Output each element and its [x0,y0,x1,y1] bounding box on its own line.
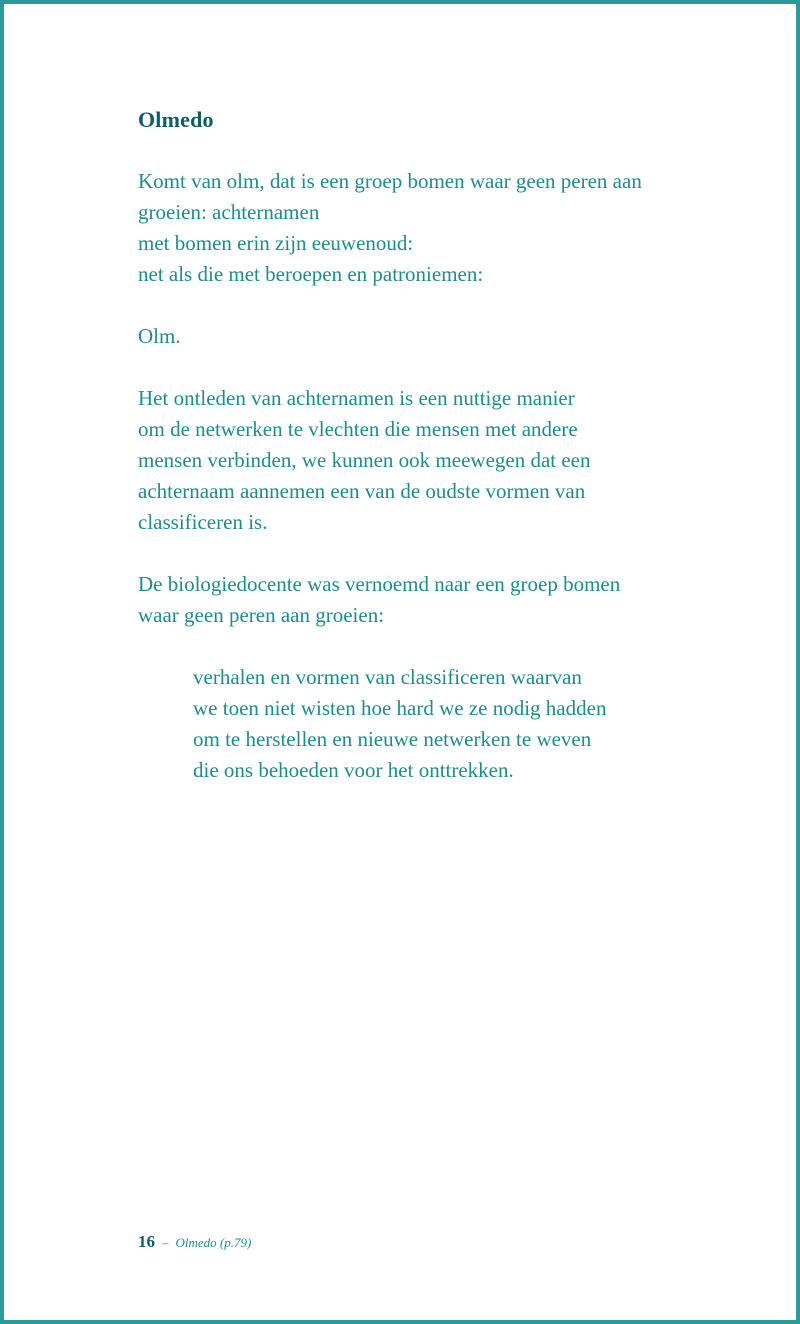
poem-title: Olmedo [138,107,214,132]
poem-line: achternaam aannemen een van de oudste vormen van [138,479,586,503]
poem-line: verhalen en vormen van classificeren waarvan [193,665,582,689]
stanza-2 [138,321,698,352]
poem-content [138,104,698,817]
poem-line: Olm. [138,324,181,348]
page-footer [138,1232,251,1252]
poem-line: mensen verbinden, we kunnen ook meewegen dat een [138,448,591,472]
page-number: 16 [138,1232,155,1251]
poem-line: groeien: achternamen [138,200,320,224]
footer-separator: – [162,1235,169,1250]
poem-line: om de netwerken te vlechten die mensen met andere [138,417,578,441]
poem-line: De biologiedocente was vernoemd naar een groep bomen [138,572,621,596]
poem-line: die ons behoeden voor het onttrekken. [193,758,514,782]
poem-line: Het ontleden van achternamen is een nuttige manier [138,386,575,410]
poem-line: we toen niet wisten hoe hard we ze nodig hadden [193,696,607,720]
stanza-1 [138,166,698,290]
footer-reference: Olmedo (p.79) [175,1235,252,1250]
stanza-5-indented [138,662,698,786]
poem-line: met bomen erin zijn eeuwenoud: [138,231,414,255]
poem-line: Komt van olm, dat is een groep bomen waar geen peren aan [138,169,642,193]
stanza-3 [138,383,698,538]
poem-line: om te herstellen en nieuwe netwerken te weven [193,727,592,751]
poem-line: classificeren is. [138,510,268,534]
stanza-4 [138,569,698,631]
poem-line: net als die met beroepen en patroniemen: [138,262,484,286]
poem-line: waar geen peren aan groeien: [138,603,385,627]
